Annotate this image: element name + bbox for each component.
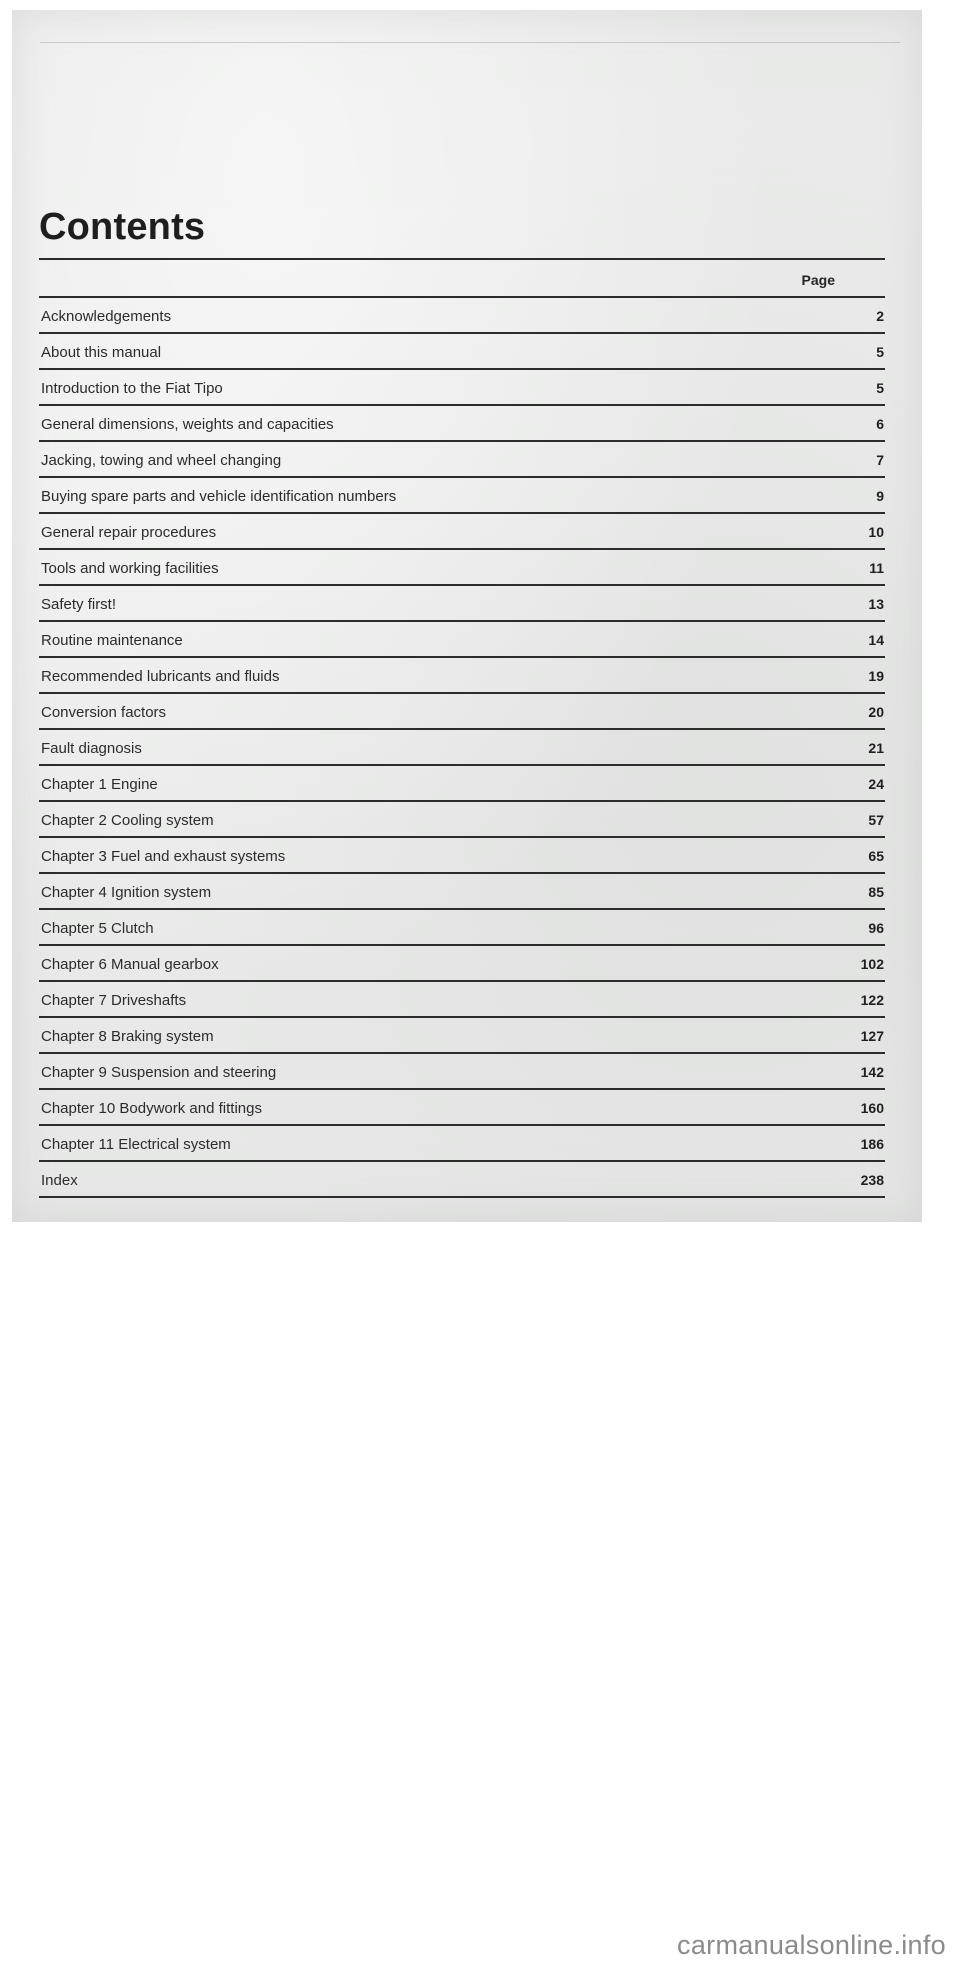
scanned-page [12,10,922,1222]
table-of-contents [39,296,885,1198]
toc-entry [39,1160,885,1198]
header-rule [40,42,900,43]
toc-entry [39,836,885,872]
toc-entry [39,548,885,584]
toc-entry-page: 6 [876,416,884,432]
toc-entry-page: 102 [860,956,884,972]
site-watermark: carmanualsonline.info [677,1930,946,1960]
toc-entry-title: Acknowledgements [41,308,172,325]
toc-entry-page: 5 [876,380,884,396]
toc-entry [39,692,885,728]
toc-entry-title: Chapter 2 Cooling system [41,812,214,829]
toc-entry-title: Tools and working facilities [41,560,219,577]
toc-entry [39,1124,885,1160]
toc-entry-title: Chapter 1 Engine [41,776,158,793]
toc-entry-title: Chapter 10 Bodywork and fittings [41,1100,262,1117]
toc-entry-page: 7 [876,452,884,468]
toc-entry [39,620,885,656]
toc-entry-title: About this manual [41,344,162,361]
toc-entry-title: Chapter 8 Braking system [41,1028,214,1045]
toc-entry-page: 186 [860,1136,884,1152]
toc-entry [39,1016,885,1052]
toc-entry-page: 24 [868,776,884,792]
toc-entry-title: Introduction to the Fiat Tipo [41,380,223,397]
toc-entry [39,296,885,332]
page-title: Contents [39,206,206,248]
toc-entry-title: Conversion factors [41,704,167,721]
toc-entry [39,512,885,548]
toc-entry-title: Routine maintenance [41,632,183,649]
toc-entry-title: Recommended lubricants and fluids [41,668,280,685]
toc-entry [39,1088,885,1124]
toc-entry [39,656,885,692]
toc-entry [39,908,885,944]
toc-entry-page: 57 [868,812,884,828]
toc-entry-page: 238 [860,1172,884,1188]
toc-entry [39,332,885,368]
toc-entry-title: Chapter 3 Fuel and exhaust systems [41,848,286,865]
toc-entry [39,584,885,620]
toc-entry [39,944,885,980]
toc-entry-title: Chapter 4 Ignition system [41,884,212,901]
toc-entry-page: 142 [860,1064,884,1080]
toc-entry-page: 9 [876,488,884,504]
toc-entry [39,1052,885,1088]
toc-entry-title: Chapter 5 Clutch [41,920,154,937]
toc-entry-page: 65 [868,848,884,864]
toc-entry [39,440,885,476]
toc-entry [39,980,885,1016]
toc-entry-title: General repair procedures [41,524,217,541]
toc-entry-page: 96 [868,920,884,936]
page-column-heading: Page [801,272,835,288]
toc-entry [39,404,885,440]
toc-entry-title: Chapter 11 Electrical system [41,1136,231,1153]
toc-entry [39,800,885,836]
title-divider [39,258,885,260]
toc-entry-page: 122 [860,992,884,1008]
toc-entry-page: 11 [869,560,884,576]
toc-entry [39,764,885,800]
toc-entry-title: Buying spare parts and vehicle identification numbers [41,488,397,505]
toc-entry-page: 2 [876,308,884,324]
toc-entry-page: 5 [876,344,884,360]
toc-entry-title: Chapter 9 Suspension and steering [41,1064,277,1081]
toc-entry [39,368,885,404]
toc-entry [39,872,885,908]
toc-entry-title: General dimensions, weights and capacities [41,416,334,433]
toc-entry-title: Index [41,1172,78,1189]
toc-entry-page: 21 [868,740,884,756]
toc-entry-page: 14 [868,632,884,648]
toc-entry-title: Safety first! [41,596,117,613]
toc-entry-page: 19 [868,668,884,684]
toc-entry-page: 20 [868,704,884,720]
toc-entry-page: 160 [860,1100,884,1116]
toc-entry [39,728,885,764]
toc-entry [39,476,885,512]
toc-entry-title: Chapter 6 Manual gearbox [41,956,219,973]
toc-entry-title: Chapter 7 Driveshafts [41,992,187,1009]
toc-entry-page: 85 [868,884,884,900]
toc-entry-title: Jacking, towing and wheel changing [41,452,282,469]
toc-entry-page: 13 [868,596,884,612]
toc-entry-page: 127 [860,1028,884,1044]
toc-entry-title: Fault diagnosis [41,740,142,757]
toc-entry-page: 10 [868,524,884,540]
